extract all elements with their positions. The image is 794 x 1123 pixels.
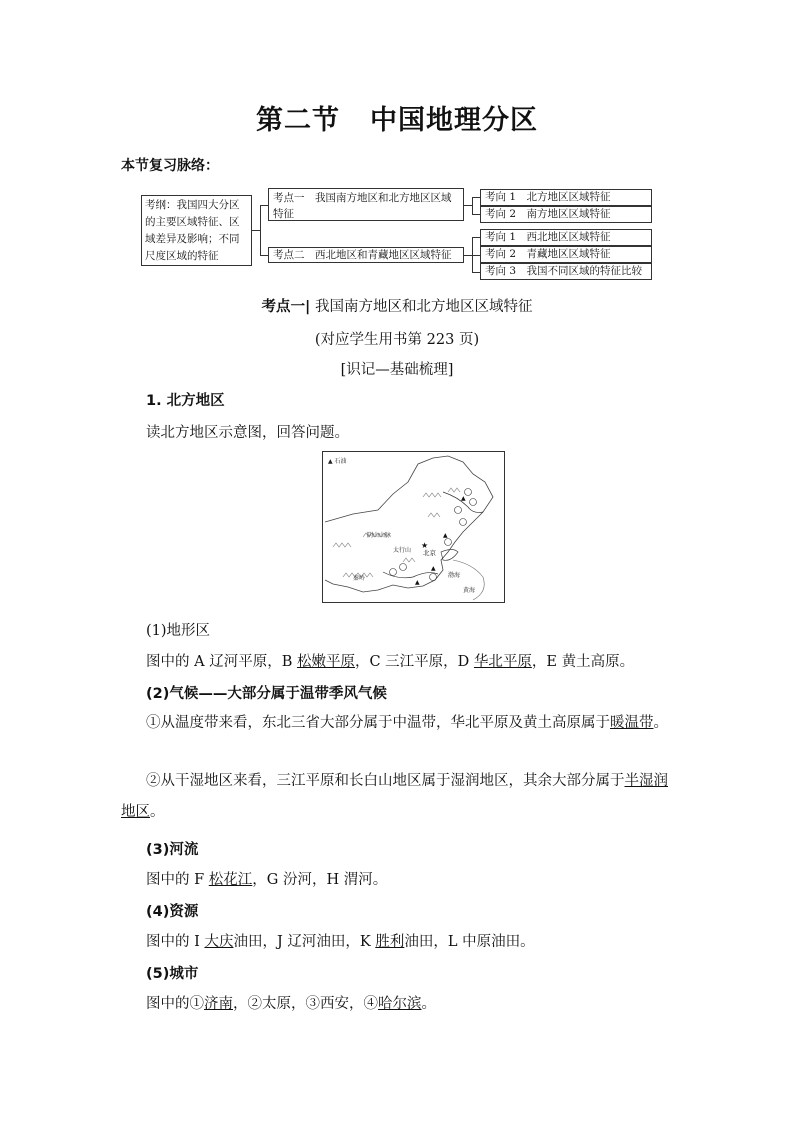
climate-temperature-text: ①从温度带来看，东北三省大部分属于中温带，华北平原及黄土高原属于暖温带。 (146, 715, 668, 731)
page-title (0, 98, 794, 137)
rivers-text: 图中的 F 松花江，G 汾河，H 渭河。 (146, 872, 388, 888)
cities-text: 图中的①济南，②太原，③西安，④哈尔滨。 (146, 996, 436, 1012)
capital-star-icon: ★ (421, 541, 429, 550)
oil-field-icon: ▲ (431, 565, 436, 572)
climate-humidity-text: ②从干湿地区来看，三江平原和长白山地区属于湿润地区，其余大部分属于半湿润地区。 (121, 773, 668, 820)
heading-north-region: 1. 北方地区 (146, 393, 225, 409)
map-legend: ▲ 石油 (328, 458, 347, 465)
terrain-text: 图中的 A 辽河平原，B 松嫩平原，C 三江平原，D 华北平原，E 黄土高原。 (146, 654, 635, 670)
map-label-qinling: 秦岭 (353, 575, 366, 582)
resources-heading: (4)资源 (146, 904, 199, 920)
syllabus-box: 考纲：我国四大分区 的主要区域特征、区 域差异及影响；不同 尺度区域的特征 (141, 195, 252, 266)
section-number: 第二节 (256, 105, 340, 136)
map-label-yinshan: 阴山山脉 (367, 532, 392, 539)
map-drawing (323, 452, 504, 602)
review-label: 本节复习脉络： (121, 158, 219, 174)
direction-box: 考向 2 南方地区区域特征 (480, 206, 652, 223)
cities-heading: (5)城市 (146, 966, 199, 982)
direction-box: 考向 3 我国不同区域的特征比较 (480, 263, 652, 280)
map-coast (453, 560, 484, 600)
map-label-sea: 渤海 (448, 572, 461, 579)
kaodian1-box: 考点一 我国南方地区和北方地区区域 特征 (268, 188, 464, 221)
section-title: 中国地理分区 (370, 105, 538, 136)
direction-box: 考向 1 西北地区区域特征 (480, 229, 652, 246)
north-region-map (322, 451, 505, 603)
kaodian-heading: 考点一| 我国南方地区和北方地区区域特征 (261, 299, 533, 315)
terrain-heading: (1)地形区 (146, 623, 211, 639)
direction-box: 考向 1 北方地区区域特征 (480, 189, 652, 206)
page-reference: (对应学生用书第 223 页) (314, 332, 480, 348)
resources-text: 图中的 I 大庆油田，J 辽河油田，K 胜利油田，L 中原油田。 (146, 934, 535, 950)
oil-field-icon: ▲ (461, 495, 466, 502)
map-label-huanghai: 黄海 (463, 587, 476, 594)
map-boundary (325, 456, 493, 592)
direction-box: 考向 2 青藏地区区域特征 (480, 246, 652, 263)
map-label-taihang: 太行山 (393, 547, 412, 554)
map-mountains (333, 488, 460, 577)
map-intro: 读北方地区示意图，回答问题。 (146, 425, 349, 441)
oil-field-icon: ▲ (415, 579, 420, 586)
rivers-heading: (3)河流 (146, 842, 199, 858)
oil-field-icon: ▲ (443, 532, 448, 539)
category-label: [识记—基础梳理] (340, 362, 454, 378)
map-label-beijing: 北京 (423, 549, 436, 557)
climate-heading: (2)气候——大部分属于温带季风气候 (146, 686, 387, 702)
kaodian2-box: 考点二 西北地区和青藏地区区域特征 (268, 247, 464, 263)
map-coast (441, 550, 458, 561)
